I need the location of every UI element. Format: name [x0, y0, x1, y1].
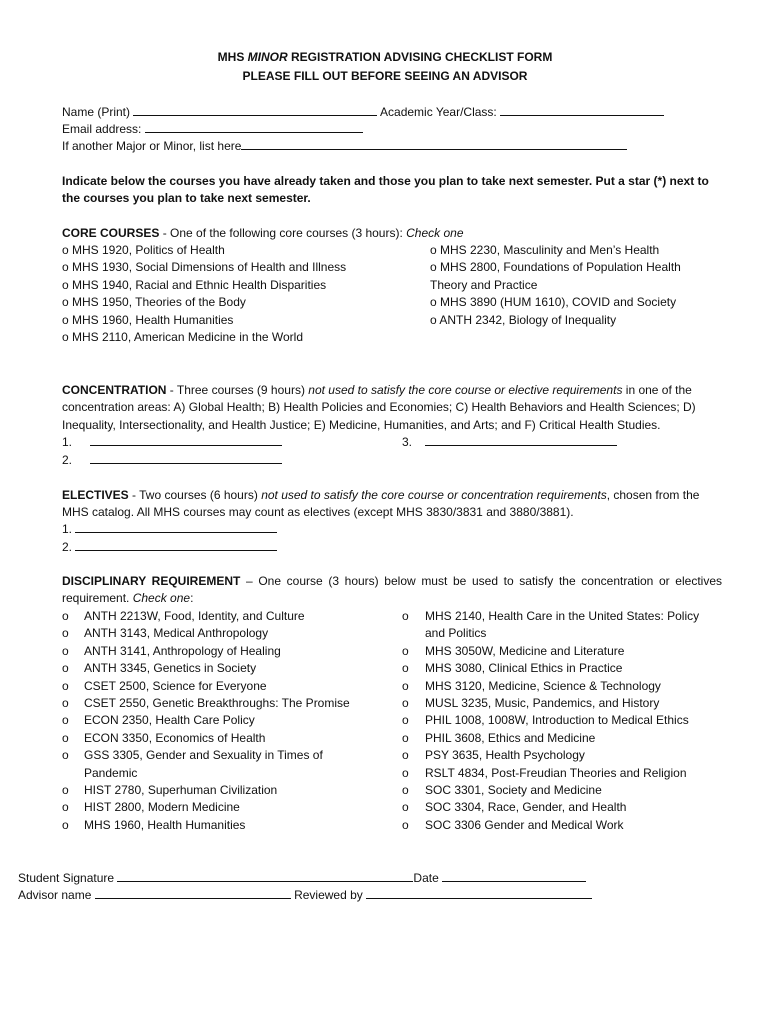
electives-row-2	[62, 539, 277, 556]
checkbox-bullet[interactable]: o	[62, 643, 69, 658]
core-desc: - One of the following core courses (3 hours):	[159, 226, 407, 240]
electives-field-1[interactable]	[75, 521, 277, 533]
checkbox-bullet[interactable]: o	[62, 661, 69, 676]
form-title	[0, 50, 770, 64]
electives-desc: - Two courses (6 hours)	[128, 488, 262, 502]
checkbox-bullet[interactable]: o	[402, 800, 409, 815]
checkbox-bullet[interactable]: o	[402, 748, 409, 763]
disciplinary-course-item: MHS 3050W, Medicine and Literature	[425, 643, 625, 658]
core-course-item: o MHS 1920, Politics of Health	[62, 243, 225, 257]
electives-number: 2.	[62, 540, 73, 554]
disciplinary-check: Check one	[132, 591, 191, 606]
concentration-number: 1.	[62, 435, 73, 449]
disciplinary-course-item: HIST 2780, Superhuman Civilization	[84, 783, 278, 797]
electives-desc: , chosen from the MHS catalog. All MHS courses may count as electives (except MHS 3830/3831 and 3880/3881).	[62, 488, 700, 520]
name-year-row	[62, 104, 664, 121]
reviewed-label: Reviewed by	[294, 888, 363, 902]
disciplinary-course-item: ANTH 2213W, Food, Identity, and Culture	[84, 609, 305, 623]
checkbox-bullet[interactable]: o	[402, 730, 409, 745]
advisor-row	[18, 887, 592, 904]
disciplinary-course-item: MHS 3080, Clinical Ethics in Practice	[425, 661, 623, 676]
core-course-item: o MHS 1960, Health Humanities	[62, 312, 234, 327]
checkbox-bullet[interactable]: o	[62, 730, 69, 745]
checkbox-bullet[interactable]: o	[62, 626, 69, 641]
checkbox-bullet[interactable]: o	[62, 817, 69, 832]
disciplinary-course-item: MHS 2140, Health Care in the United States: Policy	[425, 609, 700, 623]
core-course-item: o MHS 1930, Social Dimensions of Health and Illness	[62, 260, 347, 275]
electives-field-2[interactable]	[75, 539, 277, 551]
core-course-item: o ANTH 2342, Biology of Inequality	[430, 312, 617, 327]
checkbox-bullet[interactable]: o	[402, 661, 409, 676]
year-field[interactable]	[500, 104, 664, 116]
checkbox-bullet[interactable]: o	[62, 748, 69, 763]
title-part: MHS	[217, 50, 248, 64]
disciplinary-course-item: RSLT 4834, Post-Freudian Theories and Religion	[425, 765, 687, 780]
reviewed-field[interactable]	[366, 887, 592, 899]
form-subtitle: PLEASE FILL OUT BEFORE SEEING AN ADVISOR	[242, 69, 528, 83]
concentration-desc: in one of the concentration areas: A) Global Health; B) Health Policies and Economies; C) Health Behaviors and Health Sciences; D) Inequality, Intersectionality, and Health Justice; E) Medicine, Humanities, and Arts; and F) Critical Health Studies.	[62, 383, 696, 432]
disciplinary-course-item: PSY 3635, Health Psychology	[425, 748, 585, 763]
checkbox-bullet[interactable]: o	[402, 713, 409, 728]
disciplinary-check-tail: :	[190, 591, 194, 606]
electives-paragraph	[62, 487, 722, 522]
core-heading: CORE COURSES	[62, 226, 160, 240]
disciplinary-course-item: SOC 3301, Society and Medicine	[425, 783, 602, 797]
disciplinary-course-item: MHS 1960, Health Humanities	[84, 817, 246, 832]
disciplinary-course-item: CSET 2550, Genetic Breakthroughs: The Promise	[84, 696, 350, 710]
checkbox-bullet[interactable]: o	[402, 817, 409, 832]
disciplinary-course-item: MHS 3120, Medicine, Science & Technology	[425, 678, 661, 693]
electives-desc-italic: not used to satisfy the core course or concentration requirements	[261, 488, 607, 502]
disciplinary-course-item: Pandemic	[84, 765, 138, 780]
checkbox-bullet[interactable]: o	[402, 609, 409, 623]
disciplinary-course-item: ECON 2350, Health Care Policy	[84, 713, 255, 728]
core-course-item: Theory and Practice	[430, 277, 538, 292]
checkbox-bullet[interactable]: o	[62, 696, 69, 710]
email-label: Email address:	[62, 122, 142, 136]
checkbox-bullet[interactable]: o	[402, 643, 409, 658]
disciplinary-course-item: HIST 2800, Modern Medicine	[84, 800, 240, 815]
email-row	[62, 121, 363, 138]
checkbox-bullet[interactable]: o	[402, 765, 409, 780]
concentration-field-1[interactable]	[90, 434, 282, 451]
disciplinary-course-item: and Politics	[425, 626, 487, 641]
disciplinary-course-item: ANTH 3141, Anthropology of Healing	[84, 643, 281, 658]
disciplinary-heading: DISCIPLINARY REQUIREMENT	[62, 574, 241, 588]
signature-field[interactable]	[117, 870, 413, 882]
core-course-item: o MHS 2110, American Medicine in the World	[62, 330, 304, 344]
electives-heading: ELECTIVES	[62, 488, 129, 502]
concentration-number: 3.	[402, 435, 413, 449]
disciplinary-course-item: MUSL 3235, Music, Pandemics, and History	[425, 696, 660, 710]
disciplinary-course-item: SOC 3306 Gender and Medical Work	[425, 817, 624, 832]
other-major-label: If another Major or Minor, list here	[62, 139, 242, 153]
core-heading-row	[62, 225, 464, 242]
checkbox-bullet[interactable]: o	[402, 678, 409, 693]
concentration-number: 2.	[62, 453, 73, 467]
checkbox-bullet[interactable]: o	[62, 783, 69, 797]
disciplinary-course-item: ANTH 3143, Medical Anthropology	[84, 626, 269, 641]
disciplinary-course-item: ECON 3350, Economics of Health	[84, 730, 266, 745]
core-course-item: o MHS 1940, Racial and Ethnic Health Disparities	[62, 277, 327, 292]
concentration-field-3[interactable]	[425, 434, 617, 451]
date-field[interactable]	[442, 870, 586, 882]
disciplinary-paragraph	[62, 573, 722, 608]
checkbox-bullet[interactable]: o	[62, 609, 69, 623]
advisor-label: Advisor name	[18, 888, 92, 902]
disciplinary-course-item: GSS 3305, Gender and Sexuality in Times of	[84, 748, 323, 763]
core-check: Check one	[406, 226, 464, 240]
advisor-field[interactable]	[95, 887, 291, 899]
electives-row-1	[62, 521, 277, 538]
disciplinary-desc: – One course (3 hours) below must be used to satisfy the concentration or electives requirement.	[62, 574, 722, 606]
title-part: REGISTRATION ADVISING CHECKLIST FORM	[287, 50, 553, 64]
email-field[interactable]	[145, 121, 363, 133]
concentration-desc-italic: not used to satisfy the core course or elective requirements	[308, 383, 623, 397]
core-course-item: o MHS 1950, Theories of the Body	[62, 295, 246, 310]
name-label: Name (Print)	[62, 105, 131, 119]
disciplinary-course-item: PHIL 3608, Ethics and Medicine	[425, 730, 596, 745]
concentration-field-2[interactable]	[90, 452, 282, 469]
instructions: Indicate below the courses you have already taken and those you plan to take next semester. Put a star (*) next to the courses you plan to take next semester.	[62, 174, 709, 206]
other-row	[62, 138, 627, 155]
date-label: Date	[413, 871, 439, 885]
disciplinary-course-item: ANTH 3345, Genetics in Society	[84, 661, 257, 676]
checkbox-bullet[interactable]: o	[62, 678, 69, 693]
checkbox-bullet[interactable]: o	[402, 696, 409, 710]
disciplinary-course-item: CSET 2500, Science for Everyone	[84, 678, 267, 693]
year-label: Academic Year/Class:	[380, 105, 497, 119]
concentration-paragraph	[62, 382, 722, 434]
checkbox-bullet[interactable]: o	[62, 713, 69, 728]
core-course-item: o MHS 3890 (HUM 1610), COVID and Society	[430, 295, 677, 310]
concentration-desc: - Three courses (9 hours)	[166, 383, 309, 397]
disciplinary-course-item: PHIL 1008, 1008W, Introduction to Medical Ethics	[425, 713, 689, 728]
concentration-heading: CONCENTRATION	[62, 383, 167, 397]
signature-label: Student Signature	[18, 871, 115, 885]
title-italic: MINOR	[247, 50, 288, 64]
name-field[interactable]	[133, 104, 377, 116]
core-course-item: o MHS 2800, Foundations of Population Health	[430, 260, 681, 275]
other-major-field[interactable]	[241, 138, 627, 150]
disciplinary-course-item: SOC 3304, Race, Gender, and Health	[425, 800, 627, 815]
electives-number: 1.	[62, 522, 73, 536]
signature-row	[18, 870, 586, 887]
checkbox-bullet[interactable]: o	[402, 783, 409, 797]
checkbox-bullet[interactable]: o	[62, 800, 69, 815]
core-course-item: o MHS 2230, Masculinity and Men’s Health	[430, 243, 660, 257]
